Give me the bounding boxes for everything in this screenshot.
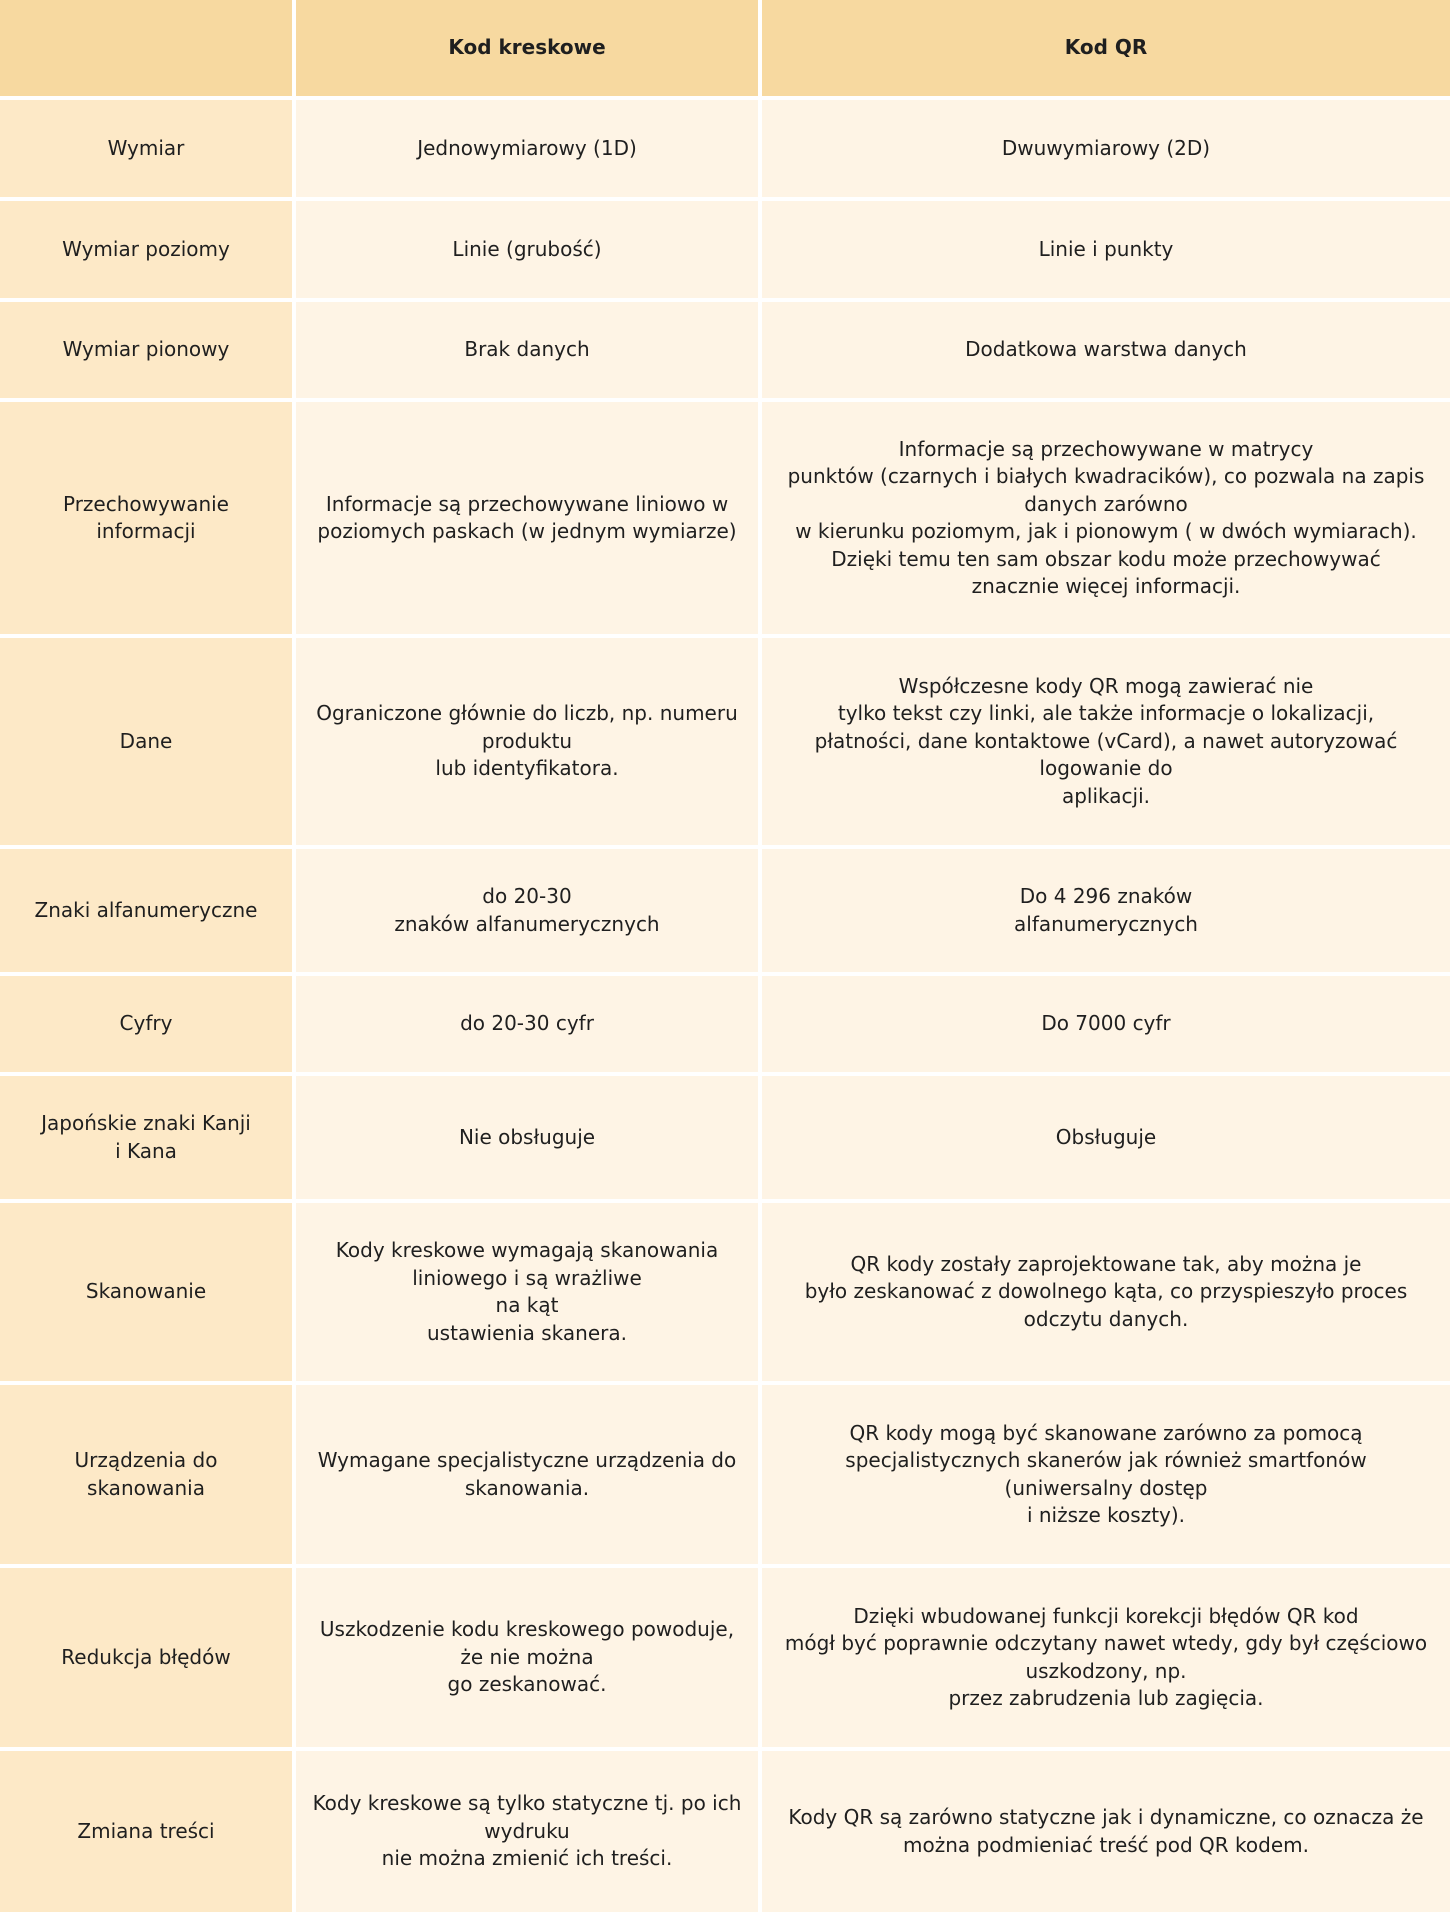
- table-row: [0, 400, 1450, 636]
- row-label: Skanowanie: [0, 1201, 294, 1383]
- qr-cell: QR kody zostały zaprojektowane tak, aby można je było zeskanować z dowolnego kąta, co przyspieszyło proces odczytu danych.: [760, 1201, 1450, 1383]
- qr-cell: Do 7000 cyfr: [760, 974, 1450, 1074]
- table-row: [0, 636, 1450, 847]
- table-row: [0, 1749, 1450, 1914]
- row-label: Wymiar pionowy: [0, 300, 294, 400]
- row-label: Dane: [0, 636, 294, 847]
- barcode-cell: do 20-30 cyfr: [294, 974, 760, 1074]
- row-label: Znaki alfanumeryczne: [0, 847, 294, 974]
- qr-cell: Obsługuje: [760, 1074, 1450, 1201]
- header-barcode: Kod kreskowe: [294, 0, 760, 98]
- barcode-cell: Linie (grubość): [294, 199, 760, 300]
- row-label: Przechowywanie informacji: [0, 400, 294, 636]
- table-row: [0, 974, 1450, 1074]
- qr-cell: Dodatkowa warstwa danych: [760, 300, 1450, 400]
- qr-cell: Kody QR są zarówno statyczne jak i dynamiczne, co oznacza że można podmieniać treść pod QR kodem.: [760, 1749, 1450, 1914]
- table-row: [0, 1201, 1450, 1383]
- barcode-cell: Ograniczone głównie do liczb, np. numeru produktu lub identyfikatora.: [294, 636, 760, 847]
- row-label: Zmiana treści: [0, 1749, 294, 1914]
- qr-cell: Dwuwymiarowy (2D): [760, 98, 1450, 199]
- row-label: Cyfry: [0, 974, 294, 1074]
- qr-cell: Do 4 296 znaków alfanumerycznych: [760, 847, 1450, 974]
- barcode-cell: Kody kreskowe wymagają skanowania liniowego i są wrażliwe na kąt ustawienia skanera.: [294, 1201, 760, 1383]
- table-row: [0, 1074, 1450, 1201]
- barcode-cell: do 20-30 znaków alfanumerycznych: [294, 847, 760, 974]
- qr-cell: QR kody mogą być skanowane zarówno za pomocą specjalistycznych skanerów jak również smartfonów (uniwersalny dostęp i niższe koszty).: [760, 1383, 1450, 1566]
- barcode-cell: Uszkodzenie kodu kreskowego powoduje, że nie można go zeskanować.: [294, 1566, 760, 1749]
- table-row: [0, 98, 1450, 199]
- qr-cell: Linie i punkty: [760, 199, 1450, 300]
- table-row: [0, 1383, 1450, 1566]
- barcode-cell: Nie obsługuje: [294, 1074, 760, 1201]
- header-row: [0, 0, 1450, 98]
- header-qr: Kod QR: [760, 0, 1450, 98]
- qr-cell: Współczesne kody QR mogą zawierać nie tylko tekst czy linki, ale także informacje o lokalizacji, płatności, dane kontaktowe (vCard), a nawet autoryzować logowanie do aplikacji.: [760, 636, 1450, 847]
- barcode-cell: Kody kreskowe są tylko statyczne tj. po ich wydruku nie można zmienić ich treści.: [294, 1749, 760, 1914]
- barcode-cell: Jednowymiarowy (1D): [294, 98, 760, 199]
- barcode-cell: Brak danych: [294, 300, 760, 400]
- row-label: Japońskie znaki Kanji i Kana: [0, 1074, 294, 1201]
- row-label: Urządzenia do skanowania: [0, 1383, 294, 1566]
- barcode-cell: Wymagane specjalistyczne urządzenia do skanowania.: [294, 1383, 760, 1566]
- table-row: [0, 1566, 1450, 1749]
- table-row: [0, 199, 1450, 300]
- qr-cell: Dzięki wbudowanej funkcji korekcji błędów QR kod mógł być poprawnie odczytany nawet wtedy, gdy był częściowo uszkodzony, np. przez zabrudzenia lub zagięcia.: [760, 1566, 1450, 1749]
- table-row: [0, 300, 1450, 400]
- header-empty-cell: [0, 0, 294, 98]
- row-label: Wymiar: [0, 98, 294, 199]
- row-label: Redukcja błędów: [0, 1566, 294, 1749]
- qr-cell: Informacje są przechowywane w matrycy punktów (czarnych i białych kwadracików), co pozwala na zapis danych zarówno w kierunku poziomym, jak i pionowym ( w dwóch wymiarach). Dzięki temu ten sam obszar kodu może przechowywać znacznie więcej informacji.: [760, 400, 1450, 636]
- row-label: Wymiar poziomy: [0, 199, 294, 300]
- barcode-cell: Informacje są przechowywane liniowo w poziomych paskach (w jednym wymiarze): [294, 400, 760, 636]
- table-row: [0, 847, 1450, 974]
